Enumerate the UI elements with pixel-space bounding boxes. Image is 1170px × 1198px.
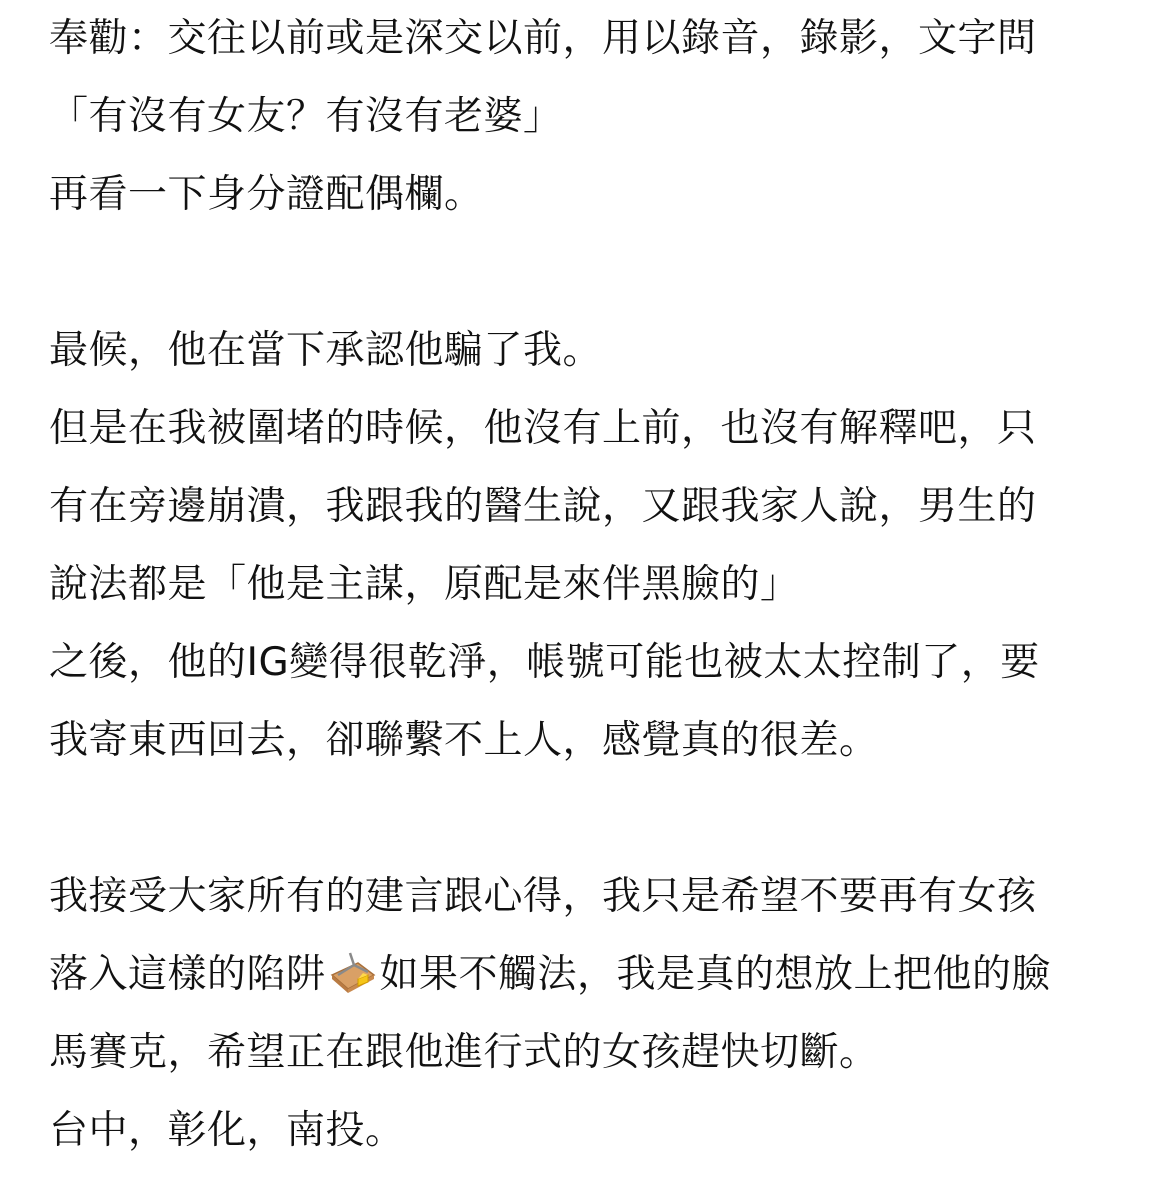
paragraph-gap bbox=[49, 234, 1149, 312]
mouse-trap-icon bbox=[328, 944, 378, 994]
text-line: 馬賽克，希望正在跟他進行式的女孩趕快切斷。 bbox=[49, 1030, 879, 1075]
text-line: 說法都是「他是主謀，原配是來伴黑臉的」 bbox=[49, 562, 800, 607]
text-line: 「有沒有女友？有沒有老婆」 bbox=[49, 94, 563, 139]
text-line: 再看一下身分證配偶欄。 bbox=[49, 172, 484, 217]
text-line: 之後，他的IG變得很乾淨，帳號可能也被太太控制了，要 bbox=[49, 640, 1040, 685]
text-line: 但是在我被圍堵的時候，他沒有上前，也沒有解釋吧，只 bbox=[49, 406, 1037, 451]
text-line: 最候，他在當下承認他騙了我。 bbox=[49, 328, 603, 373]
text-segment: 落入這樣的陷阱 bbox=[49, 952, 326, 997]
post-body bbox=[49, 0, 1149, 1170]
text-line: 我寄東西回去，卻聯繫不上人，感覺真的很差。 bbox=[49, 718, 879, 763]
text-line: 我接受大家所有的建言跟心得，我只是希望不要再有女孩 bbox=[49, 874, 1037, 919]
text-segment: 如果不觸法，我是真的想放上把他的臉 bbox=[379, 952, 1052, 997]
text-line: 奉勸：交往以前或是深交以前，用以錄音，錄影，文字問 bbox=[49, 16, 1037, 61]
text-line: 有在旁邊崩潰，我跟我的醫生說，又跟我家人說，男生的 bbox=[49, 484, 1037, 529]
paragraph-gap bbox=[49, 780, 1149, 858]
text-line-with-emoji bbox=[49, 936, 1149, 1014]
text-line: 台中，彰化，南投。 bbox=[49, 1108, 405, 1153]
